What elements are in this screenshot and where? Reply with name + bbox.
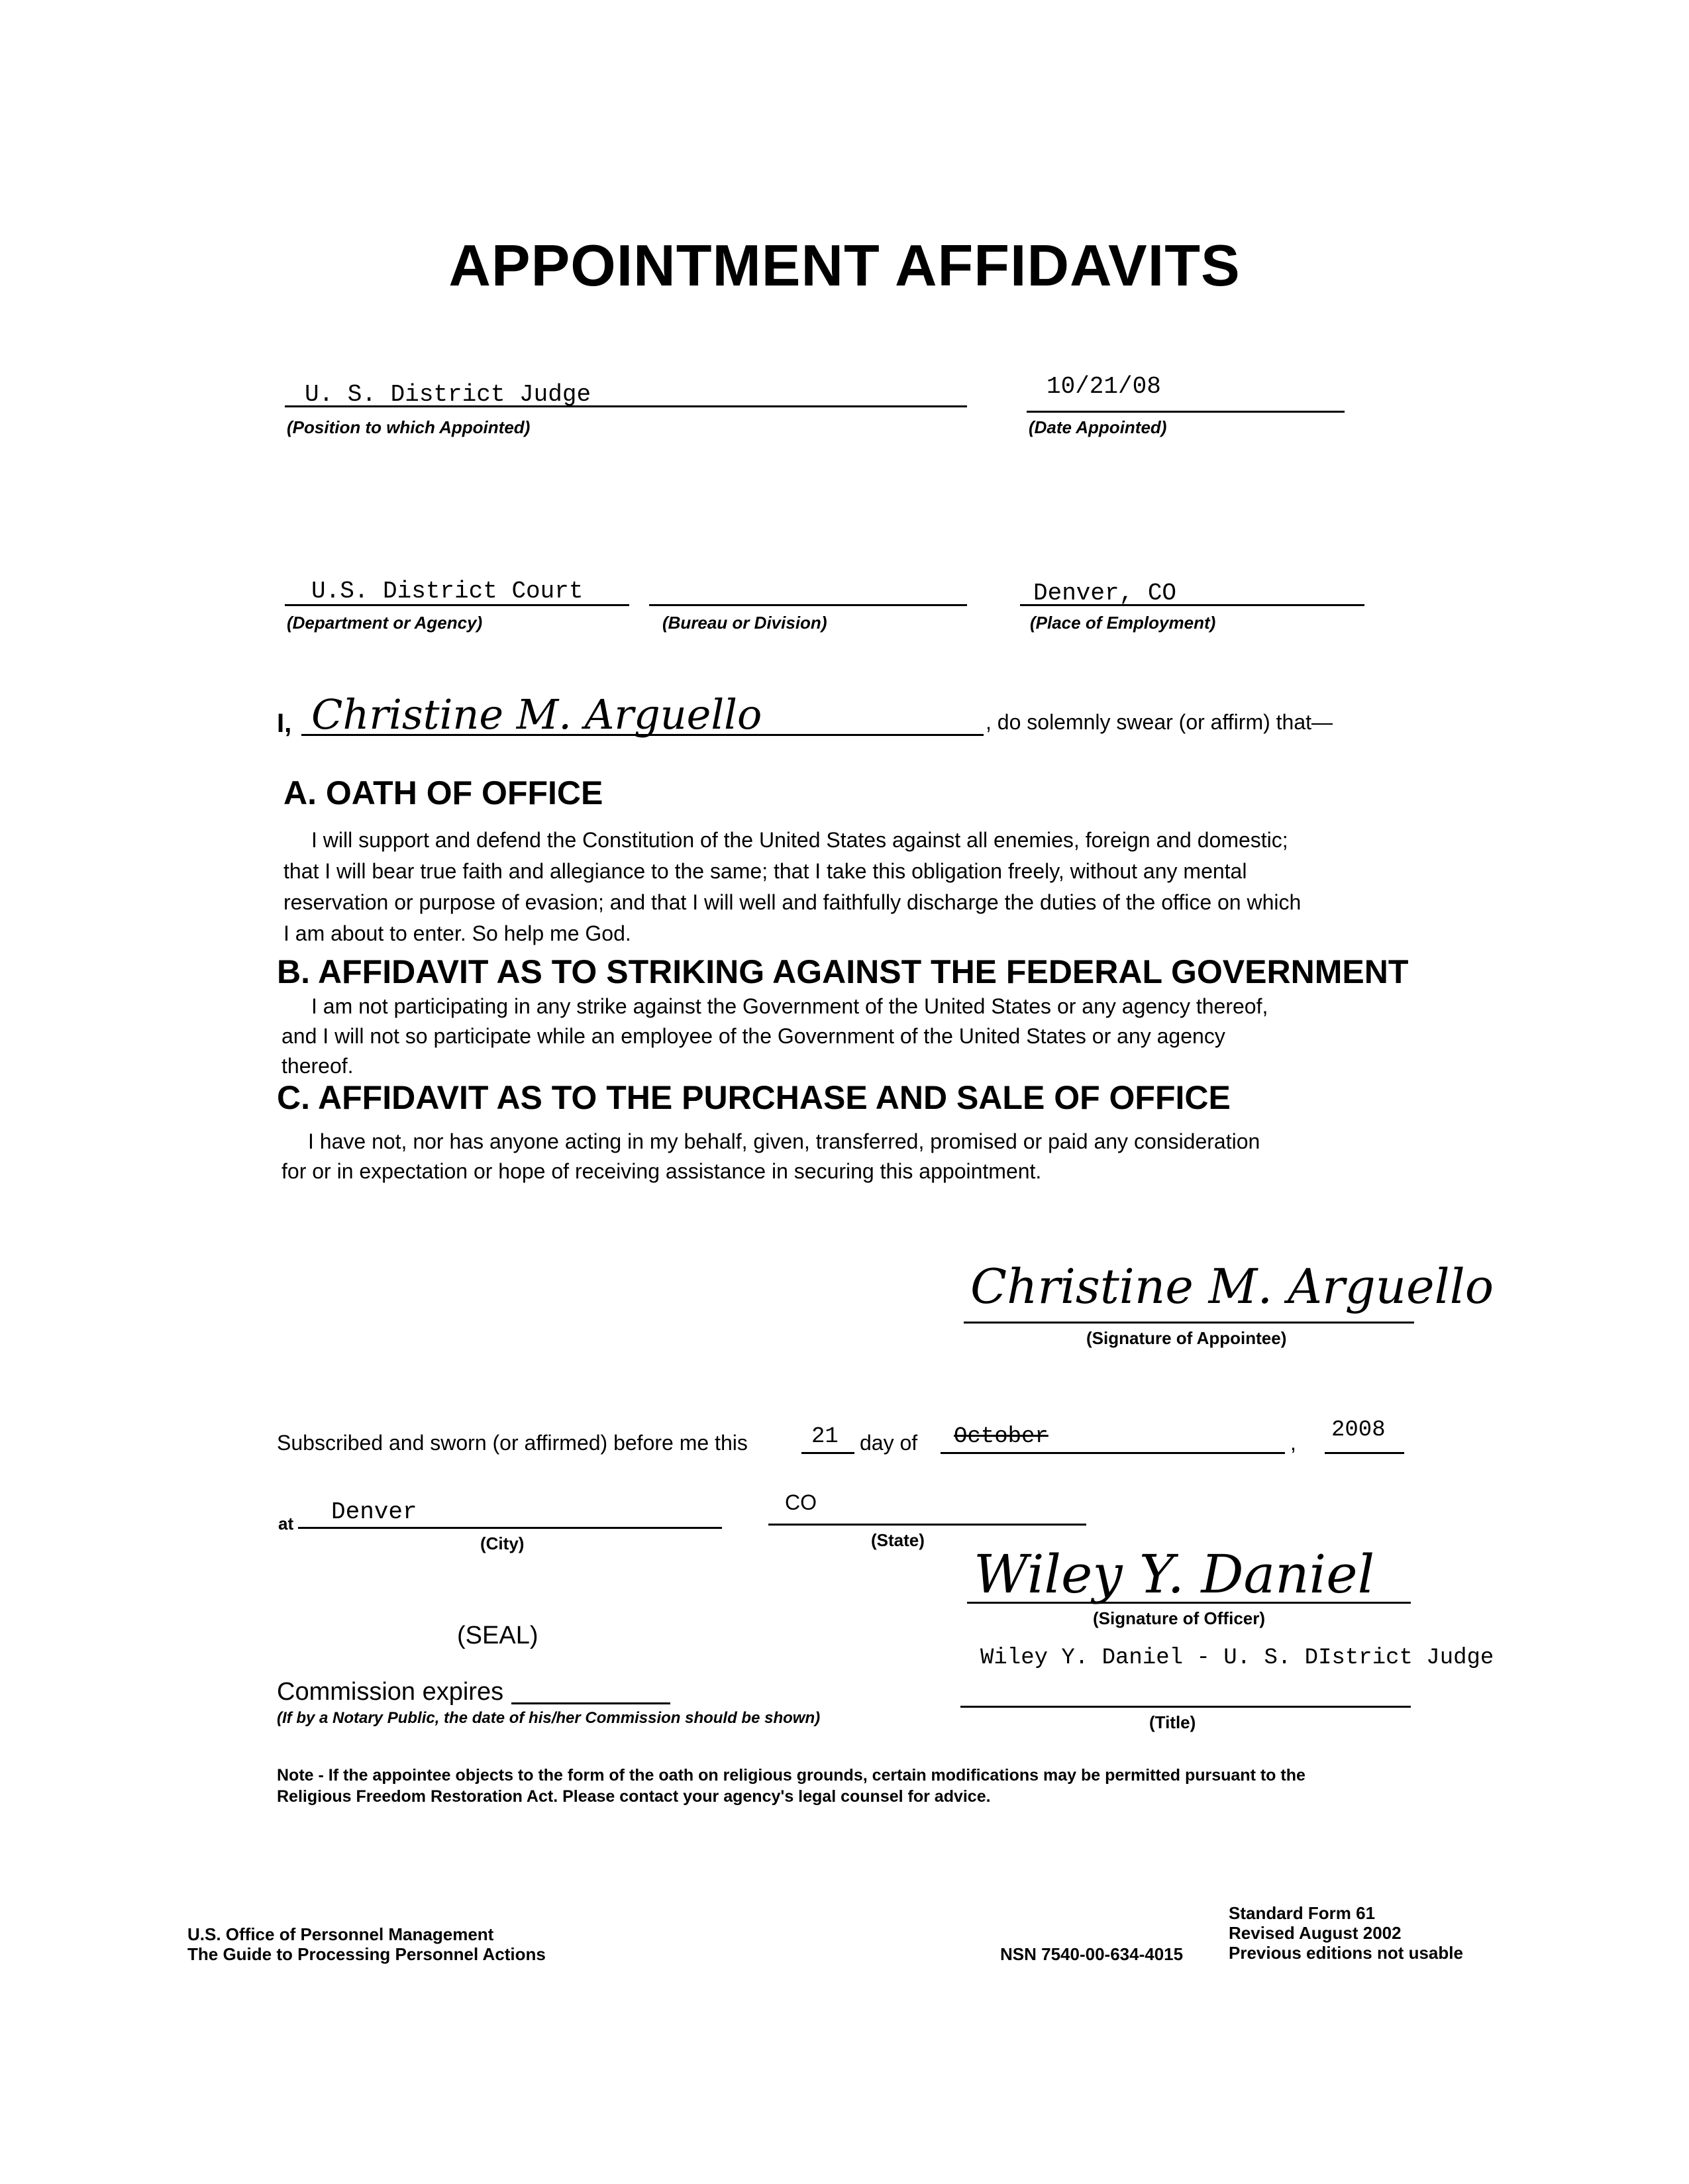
note-line-2: Religious Freedom Restoration Act. Please contact your agency's legal counsel for advice.: [277, 1787, 991, 1806]
appointee-signature-label: (Signature of Appointee): [1086, 1328, 1287, 1348]
state-value: CO: [785, 1490, 817, 1514]
date-line: [1027, 411, 1345, 413]
section-a-line-3: reservation or purpose of evasion; and that I will well and faithfully discharge the duties of the office on which: [283, 890, 1302, 914]
place-label: (Place of Employment): [1030, 613, 1216, 633]
section-c-heading: C. AFFIDAVIT AS TO THE PURCHASE AND SALE OF OFFICE: [277, 1079, 1231, 1116]
state-line: [768, 1524, 1086, 1526]
swear-suffix: , do solemnly swear (or affirm) that—: [986, 710, 1333, 734]
section-c-line-2: for or in expectation or hope of receiving assistance in securing this appointment.: [282, 1159, 1042, 1183]
year-line: [1325, 1452, 1404, 1454]
subscribed-text: Subscribed and sworn (or affirmed) before me this: [277, 1431, 748, 1455]
comma: ,: [1290, 1431, 1296, 1455]
date-label: (Date Appointed): [1029, 417, 1167, 437]
note-line-1: Note - If the appointee objects to the form of the oath on religious grounds, certain modifications may be permitted pursuant to the: [277, 1766, 1305, 1785]
month-line: [941, 1452, 1285, 1454]
department-label: (Department or Agency): [287, 613, 483, 633]
commission-line: [511, 1702, 670, 1704]
department-line: [285, 604, 629, 606]
day-line: [801, 1452, 854, 1454]
date-value: 10/21/08: [1047, 373, 1161, 400]
city-label: (City): [480, 1534, 525, 1553]
subscribed-day-of: day of: [860, 1431, 918, 1455]
appointee-signature-line: [964, 1322, 1414, 1324]
footer-left-1: U.S. Office of Personnel Management: [187, 1924, 494, 1944]
officer-title-line: [960, 1706, 1411, 1708]
section-b-heading: B. AFFIDAVIT AS TO STRIKING AGAINST THE FEDERAL GOVERNMENT: [277, 953, 1409, 990]
footer-nsn: NSN 7540-00-634-4015: [1000, 1944, 1184, 1964]
officer-title-label: (Title): [1149, 1712, 1196, 1732]
commission-label: Commission expires: [277, 1678, 504, 1706]
section-a-line-1: I will support and defend the Constitution of the United States against all enemies, foreign and domestic;: [311, 828, 1288, 852]
section-c-line-1: I have not, nor has anyone acting in my behalf, given, transferred, promised or paid any consideration: [308, 1129, 1260, 1153]
position-label: (Position to which Appointed): [287, 417, 531, 437]
at-label: at: [278, 1514, 294, 1534]
swear-prefix: I,: [277, 709, 292, 738]
section-a-line-4: I am about to enter. So help me God.: [283, 921, 631, 945]
officer-signature-label: (Signature of Officer): [1093, 1608, 1266, 1628]
department-value: U.S. District Court: [311, 578, 584, 605]
officer-signature-line: [967, 1602, 1411, 1604]
section-b-line-2: and I will not so participate while an employee of the Government of the United States or any agency: [282, 1024, 1225, 1048]
section-a-line-2: that I will bear true faith and allegiance to the same; that I take this obligation freely, without any mental: [283, 859, 1247, 883]
officer-title-value: Wiley Y. Daniel - U. S. DIstrict Judge: [980, 1645, 1494, 1671]
bureau-label: (Bureau or Division): [662, 613, 827, 633]
commission-note: (If by a Notary Public, the date of his/her Commission should be shown): [277, 1709, 821, 1727]
appointee-signature: Christine M. Arguello: [970, 1259, 1494, 1314]
subscribed-year: 2008: [1331, 1418, 1386, 1443]
seal-text: (SEAL): [457, 1622, 538, 1649]
section-a-heading: A. OATH OF OFFICE: [283, 774, 603, 811]
footer-right-2: Revised August 2002: [1229, 1923, 1402, 1943]
place-value: Denver, CO: [1033, 580, 1177, 607]
appointee-name-handwritten: Christine M. Arguello: [311, 690, 762, 739]
city-value: Denver: [331, 1498, 417, 1526]
place-line: [1020, 604, 1364, 606]
section-b-line-3: thereof.: [282, 1054, 354, 1078]
page-title: APPOINTMENT AFFIDAVITS: [448, 233, 1241, 298]
position-value: U. S. District Judge: [305, 381, 591, 408]
footer-left-2: The Guide to Processing Personnel Actions: [187, 1944, 546, 1964]
bureau-line: [649, 604, 967, 606]
subscribed-month: October: [954, 1424, 1049, 1449]
footer-right-3: Previous editions not usable: [1229, 1943, 1463, 1963]
officer-signature: Wiley Y. Daniel: [974, 1543, 1375, 1605]
subscribed-day: 21: [811, 1424, 839, 1449]
section-b-line-1: I am not participating in any strike against the Government of the United States or any agency thereof,: [311, 994, 1268, 1018]
position-line: [285, 405, 967, 407]
city-line: [298, 1527, 722, 1529]
name-line: [301, 734, 984, 736]
state-label: (State): [871, 1530, 925, 1550]
footer-right-1: Standard Form 61: [1229, 1903, 1376, 1923]
